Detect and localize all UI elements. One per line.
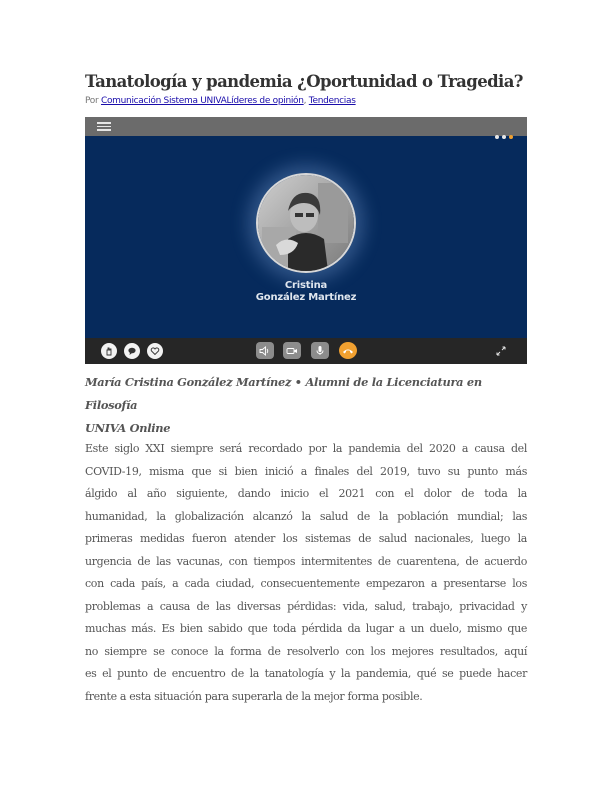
caption-line-2: UNIVA Online xyxy=(85,421,171,435)
more-options-icon[interactable] xyxy=(492,124,513,143)
byline xyxy=(85,96,356,106)
body-line: muchas más. Es bien sabido que toda pérdida da lugar a un duelo, mismo que xyxy=(85,622,527,635)
participant-name-last: González Martínez xyxy=(255,292,357,303)
article-body xyxy=(85,438,527,708)
fullscreen-icon[interactable] xyxy=(493,343,509,359)
video-control-bar xyxy=(85,338,527,364)
participant-avatar xyxy=(256,173,356,273)
menu-icon[interactable] xyxy=(97,122,111,131)
microphone-icon[interactable] xyxy=(311,342,329,359)
speaker-icon[interactable] xyxy=(256,342,274,359)
body-line: Este siglo XXI siempre será recordado por la pandemia del 2020 a causa del xyxy=(85,442,527,455)
heart-icon[interactable] xyxy=(147,343,163,359)
hand-icon[interactable] xyxy=(101,343,117,359)
body-line: primeras medidas fueron atender los sistemas de salud nacionales, luego la xyxy=(85,532,527,545)
body-line: COVID-19, misma que si bien inició a finales del 2019, tuvo su punto más xyxy=(85,464,527,478)
category-link-lideres[interactable]: Líderes de opinión xyxy=(226,96,304,106)
image-caption xyxy=(85,371,527,440)
body-line: no siempre se conoce la forma de resolverlo con los mejores resultados, aquí xyxy=(85,644,527,658)
article-title: Tanatología y pandemia ¿Oportunidad o Tragedia? xyxy=(85,72,523,91)
video-call-image xyxy=(85,117,527,364)
byline-separator: , xyxy=(303,96,309,106)
chat-icon[interactable] xyxy=(124,343,140,359)
byline-prefix: Por xyxy=(85,96,99,106)
video-top-bar xyxy=(85,117,527,136)
body-line: problemas a causa de las diversas pérdidas: vida, salud, trabajo, privacidad y xyxy=(85,599,527,613)
category-link-tendencias[interactable]: Tendencias xyxy=(308,96,356,106)
body-line: frente a esta situación para superarla de la mejor forma posible. xyxy=(85,689,423,703)
participant-name-first: Cristina xyxy=(284,280,328,291)
caption-line-1: María Cristina González Martínez • Alumni de la Licenciatura en Filosofía xyxy=(85,375,482,412)
body-line: urgencia de las vacunas, con tiempos intermitentes de cuarentena, de acuerdo xyxy=(85,554,527,568)
body-line: es el punto de encuentro de la tanatología y la pandemia, qué se puede hacer xyxy=(85,667,527,680)
author-link[interactable]: Comunicación Sistema UNIVA xyxy=(100,96,227,106)
body-line: humanidad, la globalización alcanzó la salud de la población mundial; las xyxy=(85,509,527,523)
body-line: álgido al año siguiente, dando inicio el 2021 con el dolor de toda la xyxy=(85,487,527,500)
camera-icon[interactable] xyxy=(283,342,301,359)
hangup-icon[interactable] xyxy=(339,342,357,359)
body-line: con cada país, a cada ciudad, consecuentemente empezaron a presentarse los xyxy=(85,577,527,590)
